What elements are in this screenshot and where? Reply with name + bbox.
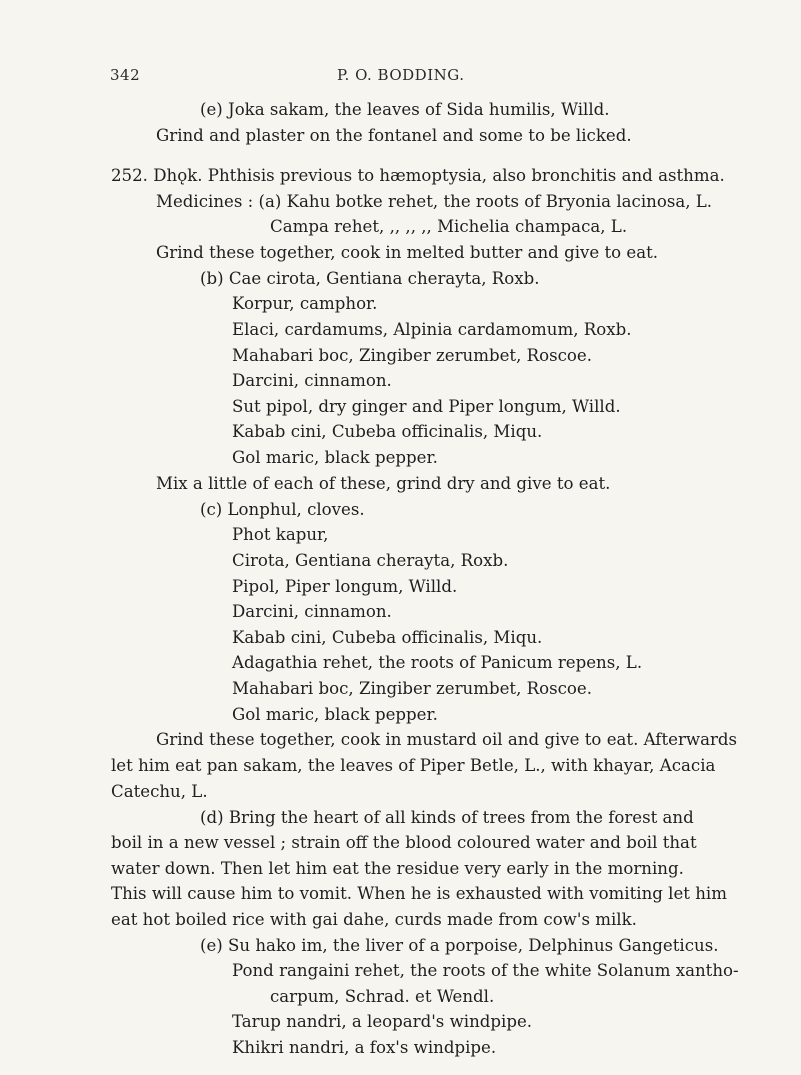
text-line: Grind and plaster on the fontanel and some to be licked.	[156, 126, 632, 145]
text-line: Catechu, L.	[111, 782, 208, 801]
text-line: Gol maric, black pepper.	[232, 448, 438, 467]
text-line: carpum, Schrad. et Wendl.	[270, 987, 495, 1006]
text-line: boil in a new vessel ; strain off the blood coloured water and boil that	[111, 833, 697, 852]
text-line: Grind these together, cook in melted butter and give to eat.	[156, 243, 659, 262]
text-line: Darcini, cinnamon.	[232, 371, 392, 390]
text-line: Mahabari boc, Zingiber zerumbet, Roscoe.	[232, 346, 593, 365]
text-line: (b) Cae cirota, Gentiana cherayta, Roxb.	[200, 269, 540, 288]
text-line: water down. Then let him eat the residue very early in the morning.	[111, 859, 684, 878]
text-line: Cirota, Gentiana cherayta, Roxb.	[232, 551, 509, 570]
page-number: 342	[110, 66, 141, 84]
text-line: Korpur, camphor.	[232, 294, 378, 313]
text-line: Khikri nandri, a fox's windpipe.	[232, 1038, 497, 1057]
text-line: 252. Dhǫk. Phthisis previous to hæmoptysia, also bronchitis and asthma.	[111, 166, 725, 185]
running-title: P. O. BODDING.	[337, 66, 465, 84]
text-line: Adagathia rehet, the roots of Panicum repens, L.	[232, 653, 643, 672]
text-line: (e) Su hako im, the liver of a porpoise, Delphinus Gangeticus.	[200, 936, 719, 955]
text-line: eat hot boiled rice with gai dahe, curds made from cow's milk.	[111, 910, 637, 929]
text-line: Pond rangaini rehet, the roots of the white Solanum xantho-	[232, 961, 739, 980]
text-line: (e) Joka sakam, the leaves of Sida humilis, Willd.	[200, 100, 610, 119]
text-line: Elaci, cardamums, Alpinia cardamomum, Roxb.	[232, 320, 632, 339]
text-line: Kabab cini, Cubeba officinalis, Miqu.	[232, 628, 543, 647]
text-line: Tarup nandri, a leopard's windpipe.	[232, 1012, 533, 1031]
text-line: Kabab cini, Cubeba officinalis, Miqu.	[232, 422, 543, 441]
text-line: Gol maric, black pepper.	[232, 705, 438, 724]
text-line: Darcini, cinnamon.	[232, 602, 392, 621]
text-line: Pipol, Piper longum, Willd.	[232, 577, 458, 596]
text-line: Phot kapur,	[232, 525, 329, 544]
text-line: (d) Bring the heart of all kinds of trees from the forest and	[200, 808, 694, 827]
text-line: Mix a little of each of these, grind dry and give to eat.	[156, 474, 611, 493]
text-line: Medicines : (a) Kahu botke rehet, the roots of Bryonia lacinosa, L.	[156, 192, 713, 211]
text-line: This will cause him to vomit. When he is exhausted with vomiting let him	[111, 884, 727, 903]
text-line: Sut pipol, dry ginger and Piper longum, Willd.	[232, 397, 621, 416]
text-line: Grind these together, cook in mustard oil and give to eat. Afterwards	[156, 730, 738, 749]
page-header	[0, 66, 801, 92]
text-line: Mahabari boc, Zingiber zerumbet, Roscoe.	[232, 679, 593, 698]
text-line: (c) Lonphul, cloves.	[200, 500, 365, 519]
text-line: Campa rehet, ,, ,, ,, Michelia champaca, L.	[270, 217, 628, 236]
text-line: let him eat pan sakam, the leaves of Piper Betle, L., with khayar, Acacia	[111, 756, 716, 775]
